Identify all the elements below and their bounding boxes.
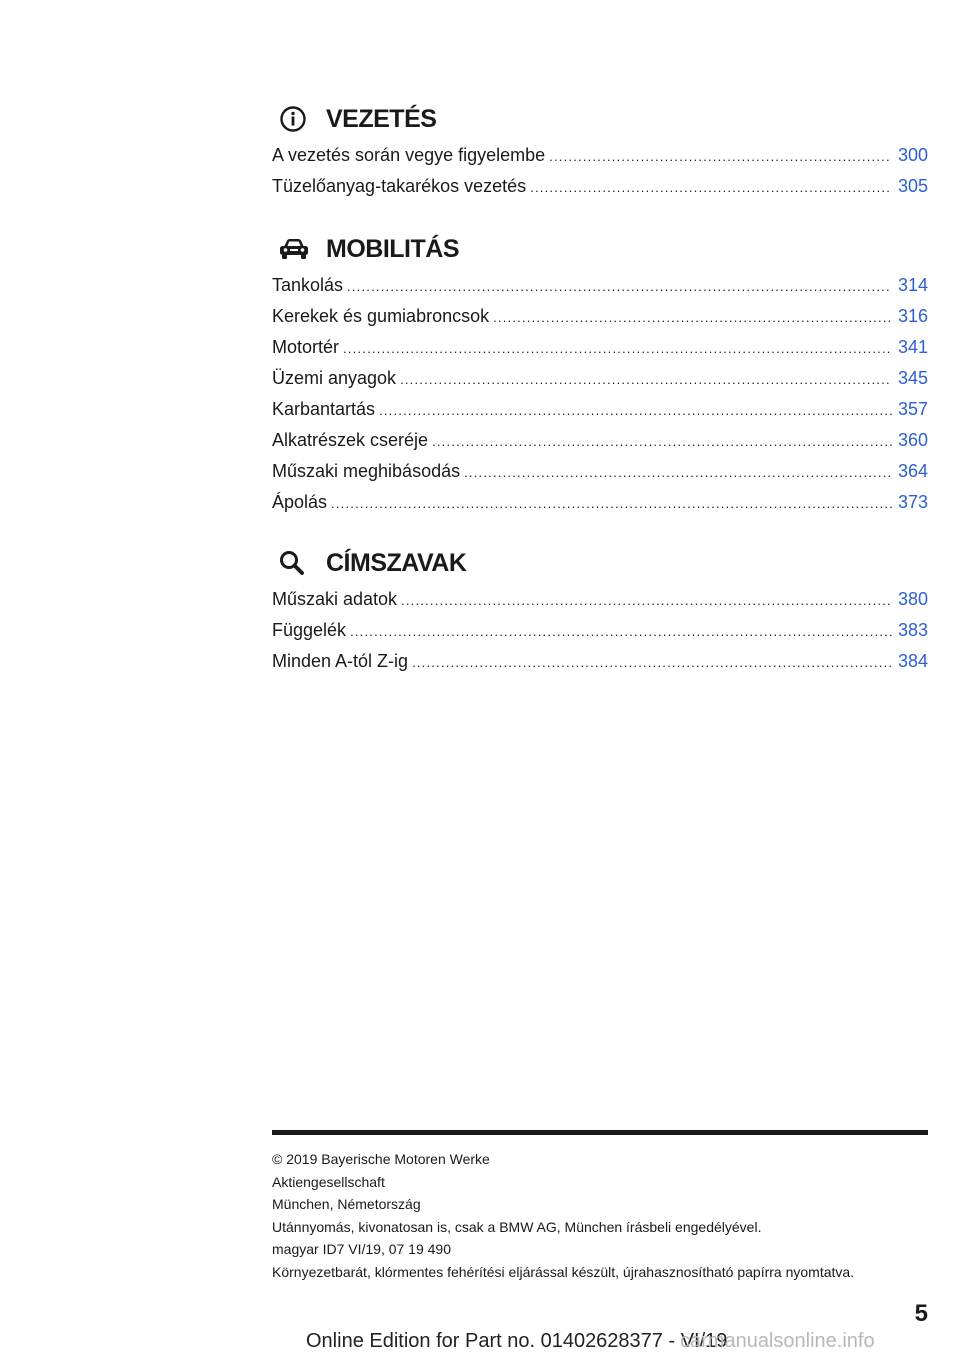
toc-page-link[interactable]: 305 xyxy=(897,176,928,196)
section-heading xyxy=(272,229,928,269)
toc-label: Üzemi anyagok xyxy=(272,368,397,388)
toc-label: A vezetés során vegye figyelembe xyxy=(272,145,546,165)
toc-entry[interactable] xyxy=(272,394,928,425)
toc-page-link[interactable]: 345 xyxy=(897,368,928,388)
edition-footer: Online Edition for Part no. 01402628377 - VI/19 xyxy=(306,1330,728,1352)
toc-label: Kerekek és gumiabroncsok xyxy=(272,306,490,326)
dot-leader xyxy=(400,364,892,395)
dot-leader xyxy=(464,457,892,488)
dot-leader xyxy=(343,333,892,364)
imprint-footer xyxy=(272,1148,928,1283)
toc-page-link[interactable]: 384 xyxy=(897,651,928,671)
page-number: 5 xyxy=(914,1300,928,1327)
imprint-line: magyar ID7 VI/19, 07 19 490 xyxy=(272,1241,451,1257)
toc-page-link[interactable]: 316 xyxy=(897,306,928,326)
toc-label: Műszaki meghibásodás xyxy=(272,461,461,481)
toc-page-link[interactable]: 314 xyxy=(897,275,928,295)
car-icon xyxy=(272,237,326,261)
toc-label: Karbantartás xyxy=(272,399,376,419)
toc-entry[interactable] xyxy=(272,584,928,615)
toc-entry[interactable] xyxy=(272,646,928,677)
toc-page-link[interactable]: 357 xyxy=(897,399,928,419)
imprint-line: Környezetbarát, klórmentes fehérítési eljárással készült, újrahasznosítható papírra nyomtatva. xyxy=(272,1263,855,1280)
dot-leader xyxy=(331,488,892,519)
toc-page-link[interactable]: 300 xyxy=(897,145,928,165)
toc-label: Alkatrészek cseréje xyxy=(272,430,429,450)
dot-leader xyxy=(401,585,892,616)
section-cimszavak xyxy=(272,543,928,677)
imprint-line: München, Németország xyxy=(272,1196,421,1212)
toc-label: Tankolás xyxy=(272,275,344,295)
search-icon xyxy=(272,549,326,577)
section-heading xyxy=(272,99,928,139)
dot-leader xyxy=(412,647,892,678)
toc-entry[interactable] xyxy=(272,615,928,646)
toc-entry[interactable] xyxy=(272,487,928,518)
toc-label: Műszaki adatok xyxy=(272,589,398,609)
section-title: CÍMSZAVAK xyxy=(326,548,467,577)
toc-entry[interactable] xyxy=(272,270,928,301)
imprint-line: Utánnyomás, kivonatosan is, csak a BMW AG, München írásbeli engedélyével. xyxy=(272,1218,762,1235)
dot-leader xyxy=(350,616,892,647)
section-title: VEZETÉS xyxy=(326,104,437,133)
section-title: MOBILITÁS xyxy=(326,234,459,263)
section-vezetes xyxy=(272,99,928,202)
toc-entry[interactable] xyxy=(272,171,928,202)
toc-label: Tüzelőanyag-takarékos vezetés xyxy=(272,176,527,196)
toc-page-link[interactable]: 364 xyxy=(897,461,928,481)
toc-entry[interactable] xyxy=(272,425,928,456)
imprint-line: © 2019 Bayerische Motoren Werke xyxy=(272,1151,490,1167)
info-icon xyxy=(272,104,326,134)
toc-entry[interactable] xyxy=(272,456,928,487)
toc-label: Ápolás xyxy=(272,492,328,512)
toc-page-link[interactable]: 373 xyxy=(897,492,928,512)
dot-leader xyxy=(347,271,892,302)
section-mobilitas xyxy=(272,229,928,518)
toc-label: Függelék xyxy=(272,620,347,640)
section-heading xyxy=(272,543,928,583)
dot-leader xyxy=(432,426,892,457)
toc-entry[interactable] xyxy=(272,332,928,363)
dot-leader xyxy=(379,395,892,426)
dot-leader xyxy=(549,141,892,172)
toc-entry[interactable] xyxy=(272,140,928,171)
footer-divider xyxy=(272,1130,928,1135)
toc-label: Minden A-tól Z-ig xyxy=(272,651,409,671)
dot-leader xyxy=(493,302,892,333)
toc-entry[interactable] xyxy=(272,363,928,394)
toc-page-link[interactable]: 383 xyxy=(897,620,928,640)
toc-entry[interactable] xyxy=(272,301,928,332)
watermark: carmanualsonline.info xyxy=(680,1330,875,1352)
toc-label: Motortér xyxy=(272,337,340,357)
imprint-line: Aktiengesellschaft xyxy=(272,1173,385,1190)
toc-page-link[interactable]: 360 xyxy=(897,430,928,450)
toc-page-link[interactable]: 380 xyxy=(897,589,928,609)
dot-leader xyxy=(530,172,892,203)
toc-page-link[interactable]: 341 xyxy=(897,337,928,357)
